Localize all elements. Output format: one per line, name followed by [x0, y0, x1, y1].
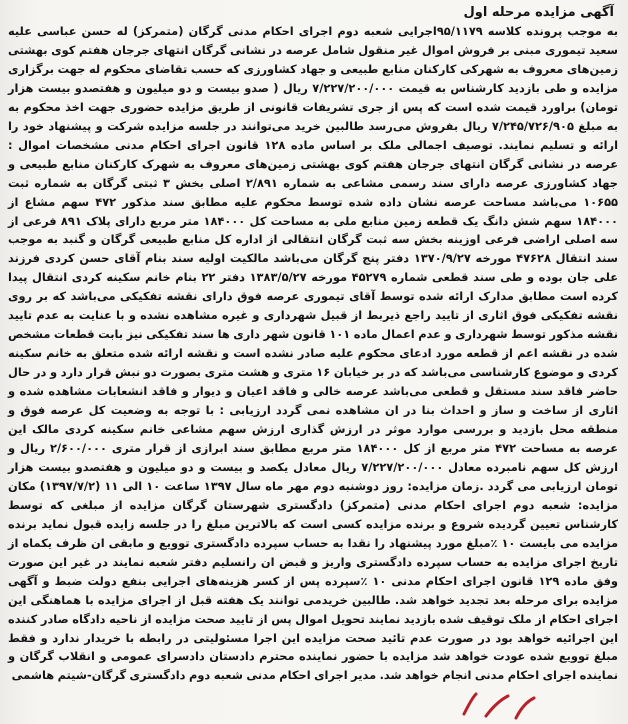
red-mark-stroke-1	[464, 694, 476, 714]
notice-title: آگهی مزایده مرحله اول	[463, 5, 614, 20]
notice-body: به موجب پرونده کلاسه ۹۵/۱۱۷۹اجرایی شعبه دوم اجرای احکام مدنی گرگان (متمرکز) له حسن عباسی علیه سعید تیموری مبنی بر فروش اموال غیر منقول شامل عرصه در نشانی گرگان انتهای جرجان هفتم کوی بهشتی زمین‌های معروف به شهرکی کارکنان منابع طبیعی و جهاد کشاورزی که حسب تقاضای محکوم له جهت برگزاری مزایده و طی بازدید کارشناس به قیمت ۷/۲۲۷/۲۰۰/۰۰۰ ریال ( صدو بیست و دو میلیون و هفتصدو بیست هزار تومان) براورد قیمت شده است که پس از جری تشریفات قانونی از طریق مزایده حضوری جهت اخذ محکوم به به مبلغ ۷/۲۴۵/۷۲۶/۹۰۵ ریال بفروش می‌رسد طالبین خرید می‌توانند در جلسه مزایده شرکت و پیشنهاد خود را ارائه و تسلیم نمایند. توصیف اجمالی ملک بر اساس ماده ۱۲۸ قانون اجرای احکام مدنی مشخصات اموال : عرصه در نشانی گرگان انتهای جرجان هفتم کوی بهشتی زمین‌های معروف به شهرک کارکنان منابع طبیعی و جهاد کشاورزی عرصه دارای سند رسمی مشاعی به شماره ۲/۸۹۱ اصلی بخش ۳ ثبتی گرگان به شماره ثبت ۱۰۶۵۵ می‌باشد مساحت عرصه نشان داده شده توسط محکوم علیه مطابق سند مذکور ۴۷۲ سهم مشاع از ۱۸۴۰۰۰ سهم شش دانگ یک قطعه زمین منابع ملی به مساحت کل ۱۸۴۰۰۰ متر مربع دارای پلاک ۸۹۱ فرعی از سه اصلی اراضی فرعی اوزینه بخش سه ثبت گرگان انتقالی از اداره کل منابع طبیعی گرگان و گنبد به موجب سند انتقال ۴۷۶۲۸ مورخه ۱۳۷۰/۹/۲۷ دفتر پنج گرگان می‌باشد مالکیت اولیه سند بنام آقای حسن کردی فرزند علی جان بوده و طی سند قطعی شماره ۴۵۲۷۹ مورخه ۱۳۸۳/۵/۲۷ دفتر ۲۲ بنام خانم سکینه کردی انتقال پیدا کرده است مطابق مدارک ارائه شده توسط آقای تیموری عرصه فوق دارای نقشه تفکیکی می‌باشد که بر روی نقشه تفکیکی فوق اثاری از تایید راجع ذیربط از قبیل شهرداری و غیره مشاهده نشده و با عنایت به عدم تایید نقشه مذکور توسط شهرداری و عدم اعمال ماده ۱۰۱ قانون شهر داری ها سند تفکیکی نیز بابت قطعات مشخص شده در نقشه اعم از قطعه مورد ادعای محکوم علیه صادر نشده است و نقشه ارائه شده متعلق به خانم سکینه کردی و موضوع کارشناسی می‌باشد که در بر خیابان ۱۶ متری و هشت متری بصورت دو نبش قرار دارد و در حال حاضر فاقد سند مستقل و قطعی می‌باشد عرصه خالی و فاقد اعیان و دیوار و فاقد انشعابات مشاهده شده و اثاری از ساخت و ساز و احداث بنا در ان مشاهده نمی گردد ارزیابی : با توجه به وضعیت کل عرصه فوق و منطقه محل بازدید و بررسی موارد موثر در ارزش گذاری ارزش سهم مشاعی خانم سکینه کردی مالک این عرصه به مساحت ۴۷۲ متر مربع از کل ۱۸۴۰۰۰ متر مربع مطابق سند ابرازی از قرار متری ۲/۶۰۰/۰۰۰ ریال و ارزش کل سهم نامبرده معادل ۷/۲۲۷/۲۰۰/۰۰۰ ریال معادل یکصد و بیست و دو میلیون و هفتصدو بیست هزار تومان ارزیابی می گردد .زمان مزایده: روز دوشنبه دوم مهر ماه سال ۱۳۹۷ ساعت ۱۰ الی ۱۱ (۱۳۹۷/۷/۲) مکان مزایده: شعبه دوم اجرای احکام مدنی (متمرکز) دادگستری شهرستان گرگان مزایده از مبلغی که توسط کارشناس تعیین گردیده شروع و برنده مزایده کسی است که بالاترین مبلغ را در جلسه زایده قبول نماید برنده مزایده می بایست ۱۰ ٪مبلغ مورد پیشنهاد را نقدا به حساب سپرده دادگستری توویع و مابقی ان ظرف یکماه از تاریخ اجرای مزایده به حساب سپرده دادگستری واریز و قبض ان رانسلیم دفتر شعبه نمایند در غیر این صورت وفق ماده ۱۲۹ قانون اجرای احکام مدنی ۱۰ ٪سپرده پس از کسر هزینه‌های اجرایی بنفع دولت ضبط و آگهی مزایده برای مرحله بعد تجدید خواهد شد. طالبین خریدمی توانند یک هفته قبل از اجرای مزایده با هماهنگی این اجرای احکام از ملک توقیف شده بازدید نمایند تحویل اموال پس از تایید صحت مزایده از ناحیه دادگاه صادر کننده این اجرائیه خواهد بود در صورت عدم تائید صحت مزایده این اجرا مسئولیتی در رابطه با خریدار ندارد و فقط مبلغ توویع شده عودت خواهد شد مزایده با حضور نماینده محترم دادستان دادسرای عمومی و انقلاب گرگان و نماینده اجرای احکام مدنی انجام خواهد شد. مدیر اجرای احکام مدنی شعبه دوم دادگستری گرگان-شیتم هاشمی	[8, 24, 619, 683]
red-mark-stroke-2	[486, 696, 508, 716]
red-mark-stroke-3	[516, 698, 534, 718]
red-handwritten-mark	[456, 688, 546, 722]
